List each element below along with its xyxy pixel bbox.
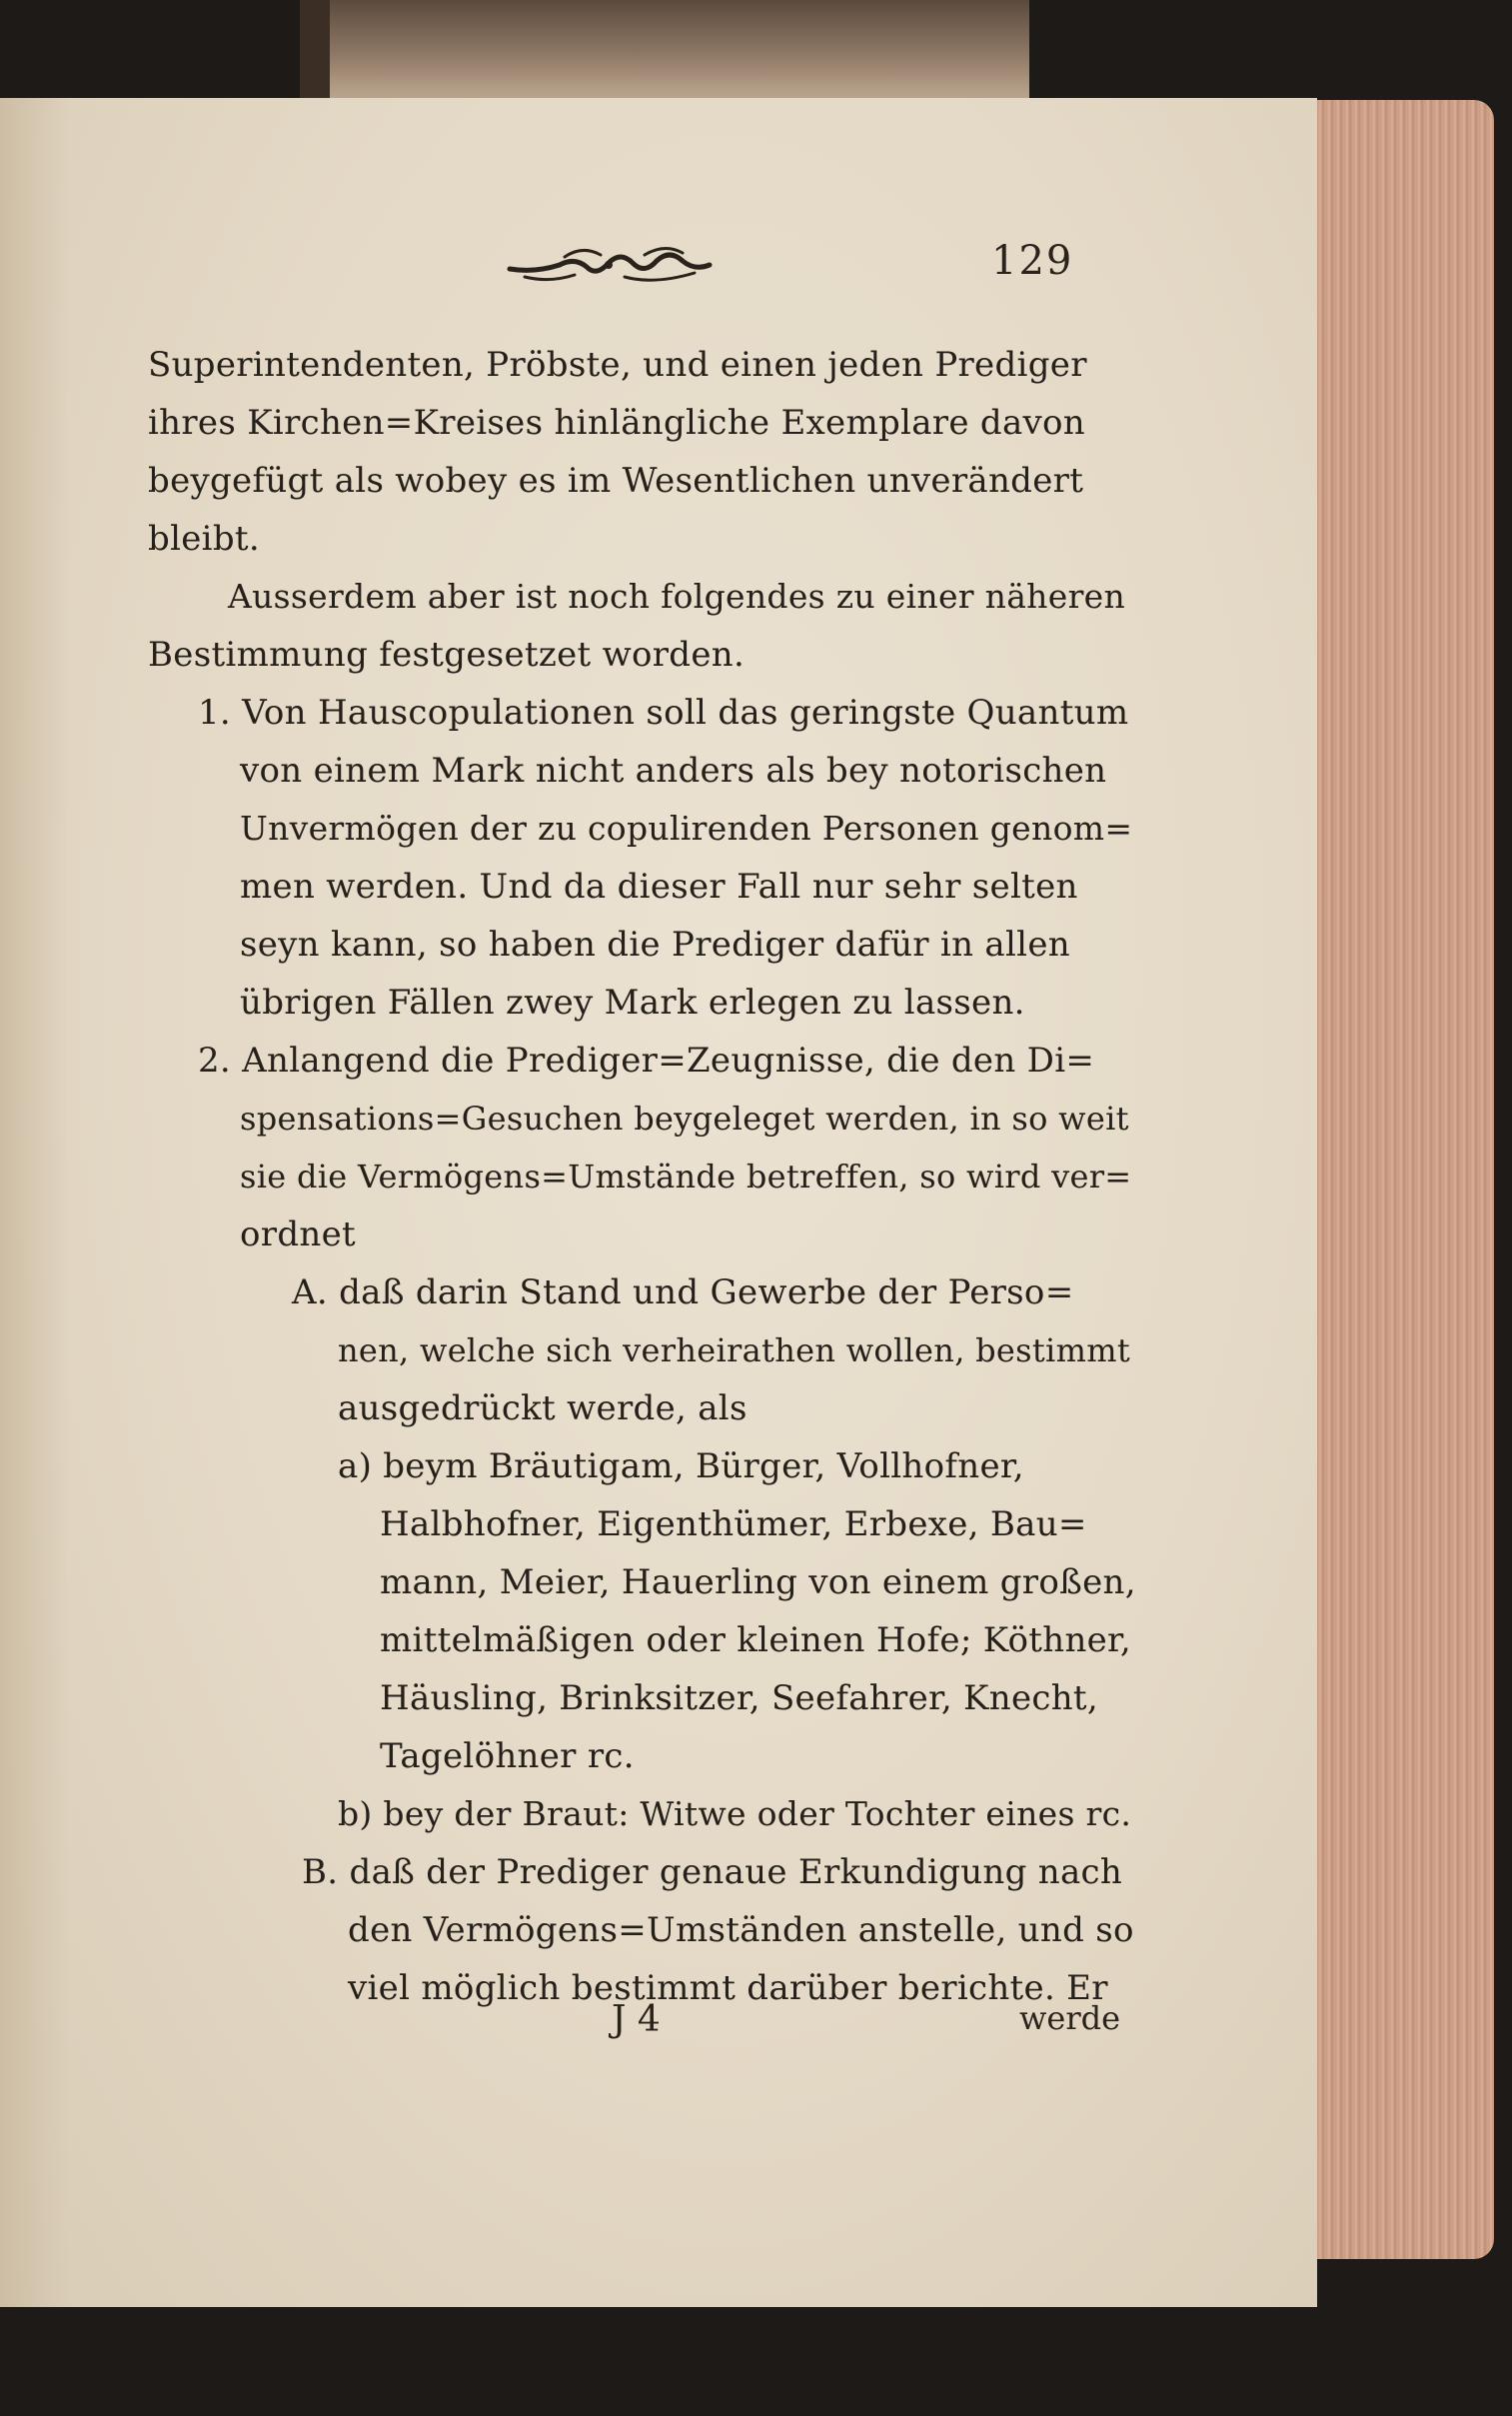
text-line: Unvermögen der zu copulirenden Personen genom= bbox=[240, 809, 1133, 848]
text-line: den Vermögens=Umständen anstelle, und so bbox=[348, 1910, 1134, 1950]
text-line: Tagelöhner rc. bbox=[380, 1736, 635, 1776]
text-line: übrigen Fällen zwey Mark erlegen zu lassen. bbox=[240, 983, 1025, 1023]
text-line: 2. Anlangend die Prediger=Zeugnisse, die den Di= bbox=[198, 1041, 1095, 1081]
text-line: viel möglich bestimmt darüber berichte. Er bbox=[348, 1968, 1108, 2008]
text-line: von einem Mark nicht anders als bey notorischen bbox=[240, 751, 1107, 791]
text-line: spensations=Gesuchen beygeleget werden, in so weit bbox=[240, 1100, 1129, 1138]
text-line: Halbhofner, Eigenthümer, Erbexe, Bau= bbox=[380, 1504, 1087, 1544]
text-line: B. daß der Prediger genaue Erkundigung nach bbox=[302, 1852, 1123, 1892]
text-line: 1. Von Hauscopulationen soll das geringste Quantum bbox=[198, 693, 1129, 733]
text-line: a) beym Bräutigam, Bürger, Vollhofner, bbox=[338, 1446, 1024, 1486]
text-line: ihres Kirchen=Kreises hinlängliche Exemplare davon bbox=[148, 403, 1085, 443]
page-gutter-shadow bbox=[0, 98, 70, 2307]
book-page bbox=[0, 98, 1317, 2307]
page-number: 129 bbox=[991, 238, 1074, 284]
text-line: ordnet bbox=[240, 1214, 356, 1254]
text-line: A. daß darin Stand und Gewerbe der Perso= bbox=[292, 1272, 1074, 1312]
text-line: Superintendenten, Pröbste, und einen jeden Prediger bbox=[148, 345, 1087, 385]
text-line: seyn kann, so haben die Prediger dafür in allen bbox=[240, 925, 1070, 965]
page-block-edge bbox=[1299, 100, 1494, 2259]
text-line: bleibt. bbox=[148, 519, 260, 559]
text-line: men werden. Und da dieser Fall nur sehr selten bbox=[240, 867, 1078, 907]
text-line: mittelmäßigen oder kleinen Hofe; Köthner, bbox=[380, 1620, 1131, 1660]
fleuron-ornament-icon bbox=[505, 243, 715, 288]
text-line: beygefügt als wobey es im Wesentlichen unverändert bbox=[148, 461, 1084, 501]
text-line: sie die Vermögens=Umstände betreffen, so wird ver= bbox=[240, 1158, 1132, 1196]
text-line: nen, welche sich verheirathen wollen, bestimmt bbox=[338, 1331, 1131, 1369]
text-line: ausgedrückt werde, als bbox=[338, 1388, 748, 1428]
text-line: b) bey der Braut: Witwe oder Tochter eines rc. bbox=[338, 1794, 1132, 1833]
catchword: werde bbox=[1019, 1999, 1121, 2037]
text-line: Bestimmung festgesetzet worden. bbox=[148, 635, 746, 675]
text-line: Häusling, Brinksitzer, Seefahrer, Knecht, bbox=[380, 1678, 1098, 1718]
text-line: Ausserdem aber ist noch folgendes zu einer näheren bbox=[228, 577, 1126, 616]
text-line: mann, Meier, Hauerling von einem großen, bbox=[380, 1562, 1136, 1602]
signature-mark: J 4 bbox=[612, 1999, 661, 2040]
